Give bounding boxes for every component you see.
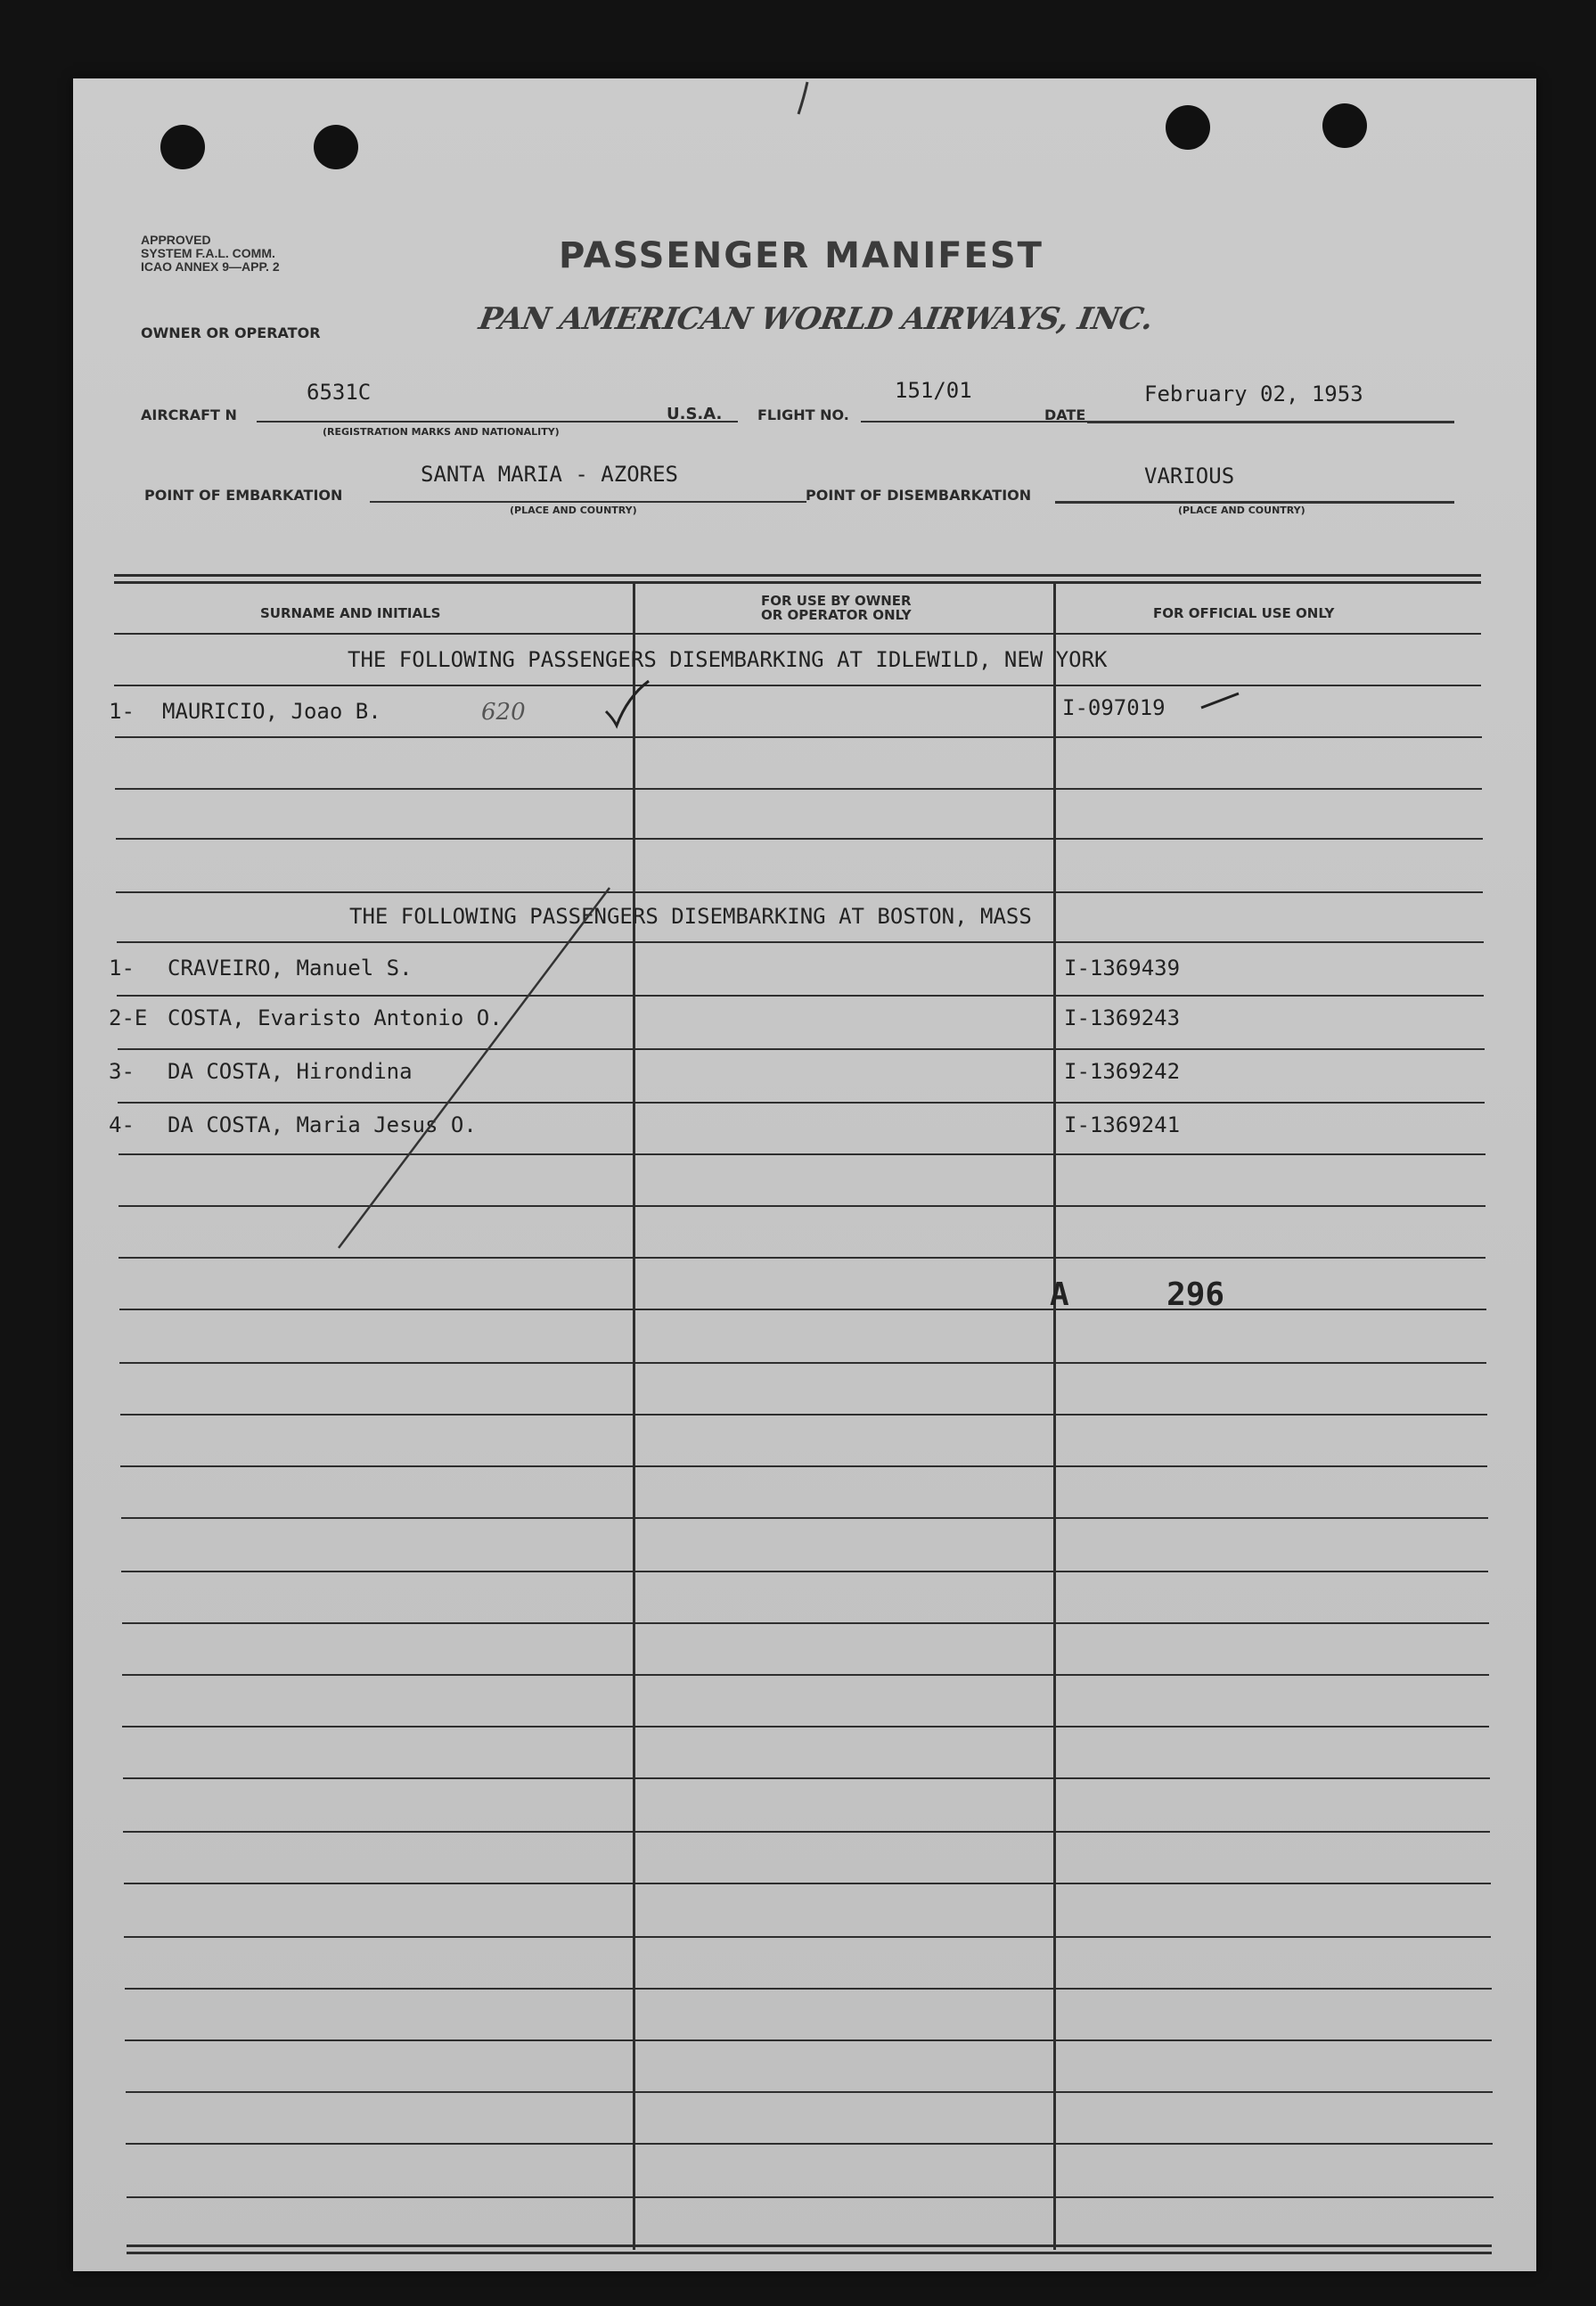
- row-rule: [119, 1153, 1486, 1155]
- disembark-value: VARIOUS: [1144, 464, 1235, 488]
- row-rule: [124, 1883, 1491, 1884]
- col-header-surname: SURNAME AND INITIALS: [260, 605, 441, 621]
- owner-label: OWNER OR OPERATOR: [141, 324, 321, 341]
- row-rule: [123, 1831, 1490, 1833]
- owner-value: PAN AMERICAN WORLD AIRWAYS, INC.: [476, 301, 1156, 337]
- disembark-note: (PLACE AND COUNTRY): [1178, 505, 1305, 516]
- row-rule: [127, 2196, 1494, 2198]
- row-rule: [125, 1988, 1492, 1990]
- table-top-rule-1: [114, 574, 1481, 577]
- row-rule: [120, 1465, 1487, 1467]
- idlewild-passenger-1-official: I-097019: [1062, 695, 1166, 720]
- column-divider-2: [1053, 583, 1056, 2250]
- row-rule: [121, 1571, 1488, 1572]
- embark-label: POINT OF EMBARKATION: [144, 487, 343, 504]
- date-underline: [1087, 421, 1454, 423]
- punch-hole-1: [160, 125, 205, 169]
- stamp-number: [1050, 1276, 1224, 1313]
- boston-passenger-4-num: 4-: [109, 1112, 135, 1137]
- pencil-stroke-icon: [331, 881, 617, 1255]
- row-rule: [119, 1205, 1486, 1207]
- aircraft-value: 6531C: [307, 380, 372, 405]
- col-header-official: FOR OFFICIAL USE ONLY: [1153, 605, 1335, 621]
- idlewild-passenger-1-note: 620: [481, 699, 526, 726]
- embark-underline: [370, 501, 806, 503]
- table-top-rule-2: [114, 581, 1481, 584]
- row-rule: [117, 941, 1484, 943]
- row-rule: [119, 1362, 1486, 1364]
- flight-label: FLIGHT NO.: [757, 406, 849, 423]
- row-rule: [121, 1517, 1488, 1519]
- tick-mark-icon: [1199, 690, 1242, 711]
- boston-passenger-2-num: 2-E: [109, 1005, 148, 1030]
- col-header-owner-use: [761, 594, 912, 622]
- column-divider-1: [633, 583, 635, 2250]
- section-heading-boston: THE FOLLOWING PASSENGERS DISEMBARKING AT BOSTON, MASS: [349, 904, 1032, 929]
- stamp-prefix: A: [1050, 1276, 1069, 1313]
- row-rule: [115, 788, 1482, 790]
- date-value: February 02, 1953: [1144, 382, 1363, 406]
- country-label: U.S.A.: [667, 405, 723, 423]
- boston-passenger-2-official: I-1369243: [1064, 1005, 1181, 1030]
- boston-passenger-4-official: I-1369241: [1064, 1112, 1181, 1137]
- row-rule: [122, 1622, 1489, 1624]
- idlewild-passenger-1-num: 1-: [109, 699, 135, 724]
- row-rule: [114, 685, 1481, 686]
- date-label: DATE: [1044, 406, 1086, 423]
- disembark-label: POINT OF DISEMBARKATION: [806, 487, 1032, 504]
- row-rule: [123, 1777, 1490, 1779]
- aircraft-underline: [257, 421, 738, 423]
- aircraft-label: AIRCRAFT N: [141, 406, 237, 423]
- row-rule: [116, 838, 1483, 840]
- boston-passenger-1-num: 1-: [109, 956, 135, 981]
- boston-passenger-1-official: I-1369439: [1064, 956, 1181, 981]
- table-bottom-rule-2: [127, 2252, 1492, 2254]
- col-header-owner-use-2: OR OPERATOR ONLY: [761, 607, 912, 623]
- manifest-sheet: [73, 78, 1536, 2271]
- boston-passenger-3-official: I-1369242: [1064, 1059, 1181, 1084]
- punch-hole-3: [1166, 105, 1210, 150]
- boston-passenger-3-num: 3-: [109, 1059, 135, 1084]
- boston-passenger-4-name: DA COSTA, Maria Jesus O.: [168, 1112, 477, 1137]
- punch-hole-4: [1322, 103, 1367, 148]
- row-rule: [126, 2143, 1493, 2145]
- boston-passenger-2-name: COSTA, Evaristo Antonio O.: [168, 1005, 503, 1030]
- boston-passenger-1-name: CRAVEIRO, Manuel S.: [168, 956, 413, 981]
- approval-block: [141, 234, 280, 274]
- row-rule: [114, 633, 1481, 635]
- approval-line-3: ICAO ANNEX 9—APP. 2: [141, 259, 280, 274]
- row-rule: [119, 1257, 1486, 1259]
- col-header-owner-use-1: FOR USE BY OWNER: [761, 593, 912, 609]
- row-rule: [116, 891, 1483, 893]
- row-rule: [122, 1726, 1489, 1727]
- row-rule: [118, 1048, 1485, 1050]
- approval-line-1: APPROVED: [141, 233, 211, 247]
- approval-line-2: SYSTEM F.A.L. COMM.: [141, 246, 275, 260]
- embark-value: SANTA MARIA - AZORES: [421, 462, 678, 487]
- boston-passenger-3-name: DA COSTA, Hirondina: [168, 1059, 413, 1084]
- table-bottom-rule-1: [127, 2244, 1492, 2247]
- row-rule: [126, 2091, 1493, 2093]
- punch-hole-2: [314, 125, 358, 169]
- form-title: PASSENGER MANIFEST: [559, 235, 1044, 276]
- row-rule: [125, 2039, 1492, 2041]
- idlewild-passenger-1-name: MAURICIO, Joao B.: [162, 699, 381, 724]
- ink-speck-icon: [791, 78, 818, 123]
- row-rule: [115, 736, 1482, 738]
- row-rule: [117, 995, 1484, 997]
- row-rule: [118, 1102, 1485, 1104]
- section-heading-idlewild: THE FOLLOWING PASSENGERS DISEMBARKING AT IDLEWILD, NEW YORK: [348, 647, 1108, 672]
- disembark-underline: [1055, 501, 1454, 504]
- row-rule: [120, 1414, 1487, 1416]
- row-rule: [122, 1674, 1489, 1676]
- check-mark-icon: [601, 677, 654, 731]
- row-rule: [119, 1309, 1486, 1310]
- aircraft-note: (REGISTRATION MARKS AND NATIONALITY): [323, 426, 560, 438]
- flight-value: 151/01: [895, 378, 972, 403]
- embark-note: (PLACE AND COUNTRY): [510, 505, 637, 516]
- row-rule: [124, 1936, 1491, 1938]
- stamp-value: 296: [1166, 1276, 1225, 1313]
